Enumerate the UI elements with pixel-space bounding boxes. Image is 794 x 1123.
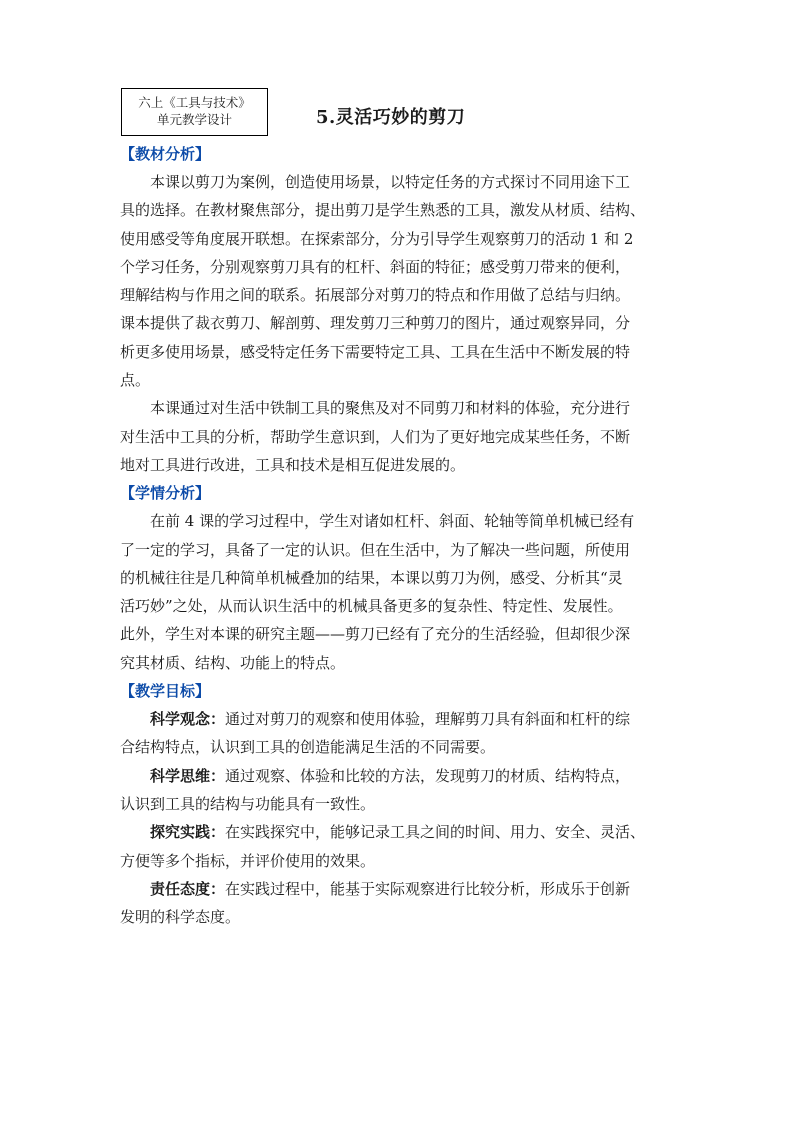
text-line: 的机械往往是几种简单机械叠加的结果，本课以剪刀为例，感受、分析其“灵 [120, 568, 623, 587]
text-line: 了一定的学习，具备了一定的认识。但在生活中，为了解决一些问题，所使用 [120, 540, 631, 559]
section-heading-textbook: 【教材分析】 [120, 145, 211, 163]
goal-science-concept [120, 705, 690, 762]
paragraph-textbook-2 [120, 394, 690, 479]
goal-inquiry-practice [120, 818, 690, 875]
goal-science-thinking [120, 762, 690, 819]
goal-label: 探究实践： [150, 823, 226, 842]
text-line: 本课通过对生活中铁制工具的聚焦及对不同剪刀和材料的体验，充分进行 [150, 399, 631, 418]
unit-name: 六上《工具与技术》 [138, 95, 251, 110]
text-line: 认识到工具的结构与功能具有一致性。 [120, 794, 376, 813]
text-line: 发明的科学态度。 [120, 908, 241, 927]
goal-responsibility-attitude [120, 875, 690, 932]
text-line: 点。 [120, 371, 151, 390]
text-line: 在前 4 课的学习过程中，学生对诸如杠杆、斜面、轮轴等简单机械已经有 [150, 512, 635, 531]
text-line: 方便等多个指标，并评价使用的效果。 [120, 851, 376, 870]
section-heading-goals: 【教学目标】 [120, 682, 211, 701]
unit-subtitle: 单元教学设计 [156, 112, 232, 127]
text-line: 对生活中工具的分析，帮助学生意识到，人们为了更好地完成某些任务，不断 [120, 427, 631, 446]
text-line: 本课以剪刀为案例，创造使用场景，以特定任务的方式探讨不同用途下工 [150, 173, 631, 191]
goal-text: 在实践探究中，能够记录工具之间的时间、用力、安全、灵活、 [225, 823, 646, 842]
text-line [120, 705, 690, 733]
goal-text: 在实践过程中，能基于实际观察进行比较分析，形成乐于创新 [225, 879, 631, 898]
lesson-title: 5.灵活巧妙的剪刀 [316, 107, 466, 128]
paragraph-textbook-1 [120, 168, 690, 394]
goal-text: 通过对剪刀的观察和使用体验，理解剪刀具有斜面和杠杆的综 [225, 710, 631, 729]
text-line: 理解结构与作用之间的联系。拓展部分对剪刀的特点和作用做了总结与归纳。 [120, 286, 631, 305]
text-line: 使用感受等角度展开联想。在探索部分，分为引导学生观察剪刀的活动 1 和 2 [120, 229, 634, 248]
text-line: 此外，学生对本课的研究主题——剪刀已经有了充分的生活经验，但却很少深 [120, 625, 631, 644]
text-line: 析更多使用场景，感受特定任务下需要特定工具、工具在生活中不断发展的特 [120, 342, 631, 361]
text-line: 活巧妙”之处，从而认识生活中的机械具备更多的复杂性、特定性、发展性。 [120, 597, 623, 616]
goal-label: 科学观念： [150, 710, 226, 729]
text-line: 具的选择。在教材聚焦部分，提出剪刀是学生熟悉的工具，激发从材质、结构、 [120, 201, 646, 220]
goal-label: 科学思维： [150, 766, 226, 785]
text-line: 地对工具进行改进，工具和技术是相互促进发展的。 [120, 455, 466, 474]
text-line [120, 875, 690, 903]
goal-text: 通过观察、体验和比较的方法，发现剪刀的材质、结构特点， [225, 766, 631, 785]
goal-label: 责任态度： [150, 879, 226, 898]
text-line [120, 818, 690, 846]
text-line: 个学习任务，分别观察剪刀具有的杠杆、斜面的特征；感受剪刀带来的便利， [120, 257, 631, 276]
section-heading-students: 【学情分析】 [120, 484, 211, 503]
paragraph-students-1 [120, 507, 690, 677]
text-line: 究其材质、结构、功能上的特点。 [120, 653, 346, 672]
text-line: 课本提供了裁衣剪刀、解剖剪、理发剪刀三种剪刀的图片，通过观察异同，分 [120, 314, 631, 333]
document-body [120, 140, 690, 931]
text-line: 合结构特点，认识到工具的创造能满足生活的不同需要。 [120, 738, 496, 757]
unit-label-box [121, 88, 268, 136]
text-line [120, 762, 690, 790]
